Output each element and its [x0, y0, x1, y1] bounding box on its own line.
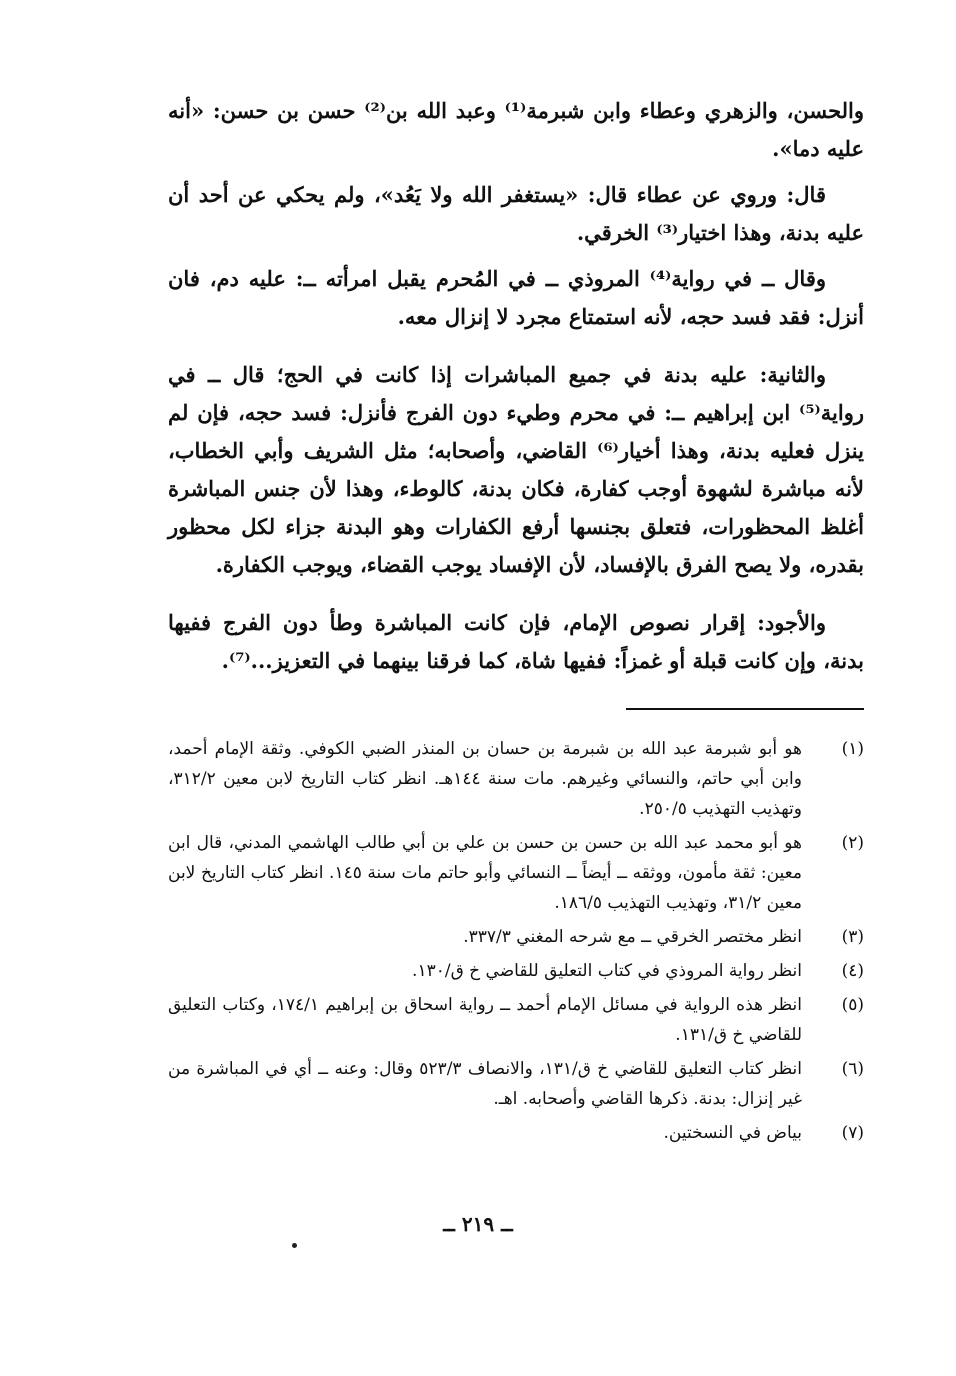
- footnote-number: (٢): [841, 833, 864, 853]
- paragraph-1: والحسن، والزهري وعطاء وابن شبرمة⁽¹⁾ وعبد الله بن⁽²⁾ حسن بن حسن: «أنه عليه دما».: [168, 98, 865, 161]
- footnote-number: (٦): [841, 1059, 864, 1079]
- footnote-text: انظر مختصر الخرقي ــ مع شرحه المغني ٣٣٧/٣.: [463, 927, 802, 947]
- page-number: ــ ٢١٩ ــ: [443, 1212, 513, 1236]
- footnote-5: [168, 990, 864, 1050]
- footnote-text: انظر هذه الرواية في مسائل الإمام أحمد ــ رواية اسحاق بن إبراهيم ١٧٤/١، وكتاب التعليق للقاضي خ ق/١٣١.: [168, 995, 802, 1045]
- footnote-text: انظر رواية المروذي في كتاب التعليق للقاضي خ ق/١٣٠.: [412, 961, 802, 981]
- footnote-number: (٥): [841, 995, 864, 1015]
- footnote-number: (٤): [841, 961, 864, 981]
- footnote-3: [168, 922, 864, 952]
- footnote-7: [168, 1118, 864, 1148]
- paragraph-2: قال: وروي عن عطاء قال: «يستغفر الله ولا يَعُد»، ولم يحكي عن أحد أن عليه بدنة، وهذا اختيار⁽³⁾ الخرقي.: [168, 182, 864, 245]
- footnote-1: [168, 734, 864, 824]
- footnote-number: (١): [841, 739, 864, 759]
- footnote-number: (٣): [841, 927, 864, 947]
- footnote-number: (٧): [841, 1123, 864, 1143]
- main-text: [168, 92, 864, 688]
- footnote-text: انظر كتاب التعليق للقاضي خ ق/١٣١، والانصاف ٥٢٣/٣ وقال: وعنه ــ أي في المباشرة من غير إنزال: بدنة. ذكرها القاضي وأصحابه. اهـ.: [168, 1059, 802, 1109]
- paragraph-5: والأجود: إقرار نصوص الإمام، فإن كانت المباشرة وطأ دون الفرج ففيها بدنة، وإن كانت قبلة أو غمزاً: ففيها شاة، كما فرقنا بينهما في التعزيز...⁽⁷⁾.: [168, 610, 864, 673]
- footnote-4: [168, 956, 864, 986]
- footnote-text: هو أبو شبرمة عبد الله بن شبرمة بن حسان بن المنذر الضبي الكوفي. وثقة الإمام أحمد، وابن أبي حاتم، والنسائي وغيرهم. مات سنة ١٤٤هـ. انظر كتاب التاريخ لابن معين ٣١٢/٢، وتهذيب التهذيب ٢٥٠/٥.: [168, 739, 802, 819]
- footnote-separator: [626, 708, 864, 710]
- paragraph-3: وقال ــ في رواية⁽⁴⁾ المروذي ــ في المُحرم يقبل امرأته ــ: عليه دم، فان أنزل: فقد فسد حجه، لأنه استمتاع مجرد لا إنزال معه.: [168, 266, 864, 329]
- footnote-text: هو أبو محمد عبد الله بن حسن بن حسن بن علي بن أبي طالب الهاشمي المدني، قال ابن معين: ثقة مأمون، ووثقه ــ أيضاً ــ النسائي وأبو حاتم مات سنة ١٤٥. انظر كتاب التاريخ لابن معين ٣١/٢، وتهذيب التهذيب ١٨٦/٥.: [168, 833, 802, 913]
- stray-dot-mark: [292, 1243, 297, 1248]
- paragraph-4: والثانية: عليه بدنة في جميع المباشرات إذا كانت في الحج؛ قال ــ في رواية⁽⁵⁾ ابن إبراهيم ــ: في محرم وطيء دون الفرج فأنزل: فسد حجه، فإن لم ينزل فعليه بدنة، وهذا أخيار⁽⁶⁾ القاضي، وأصحابه؛ مثل الشريف وأبي الخطاب، لأنه مباشرة لشهوة أوجب كفارة، فكان بدنة، كالوطء، وهذا لأن جنس المباشرة أغلظ المحظورات، فتعلق بجنسها أرفع الكفارات وهو البدنة جزاء لكل محظور بقدره، ولا يصح الفرق بالإفساد، لأن الإفساد يوجب القضاء، ويوجب الكفارة.: [168, 362, 864, 577]
- footnotes: [168, 734, 864, 1152]
- footnote-6: [168, 1054, 864, 1114]
- footnote-text: بياض في النسختين.: [663, 1123, 802, 1143]
- footnote-2: [168, 828, 864, 918]
